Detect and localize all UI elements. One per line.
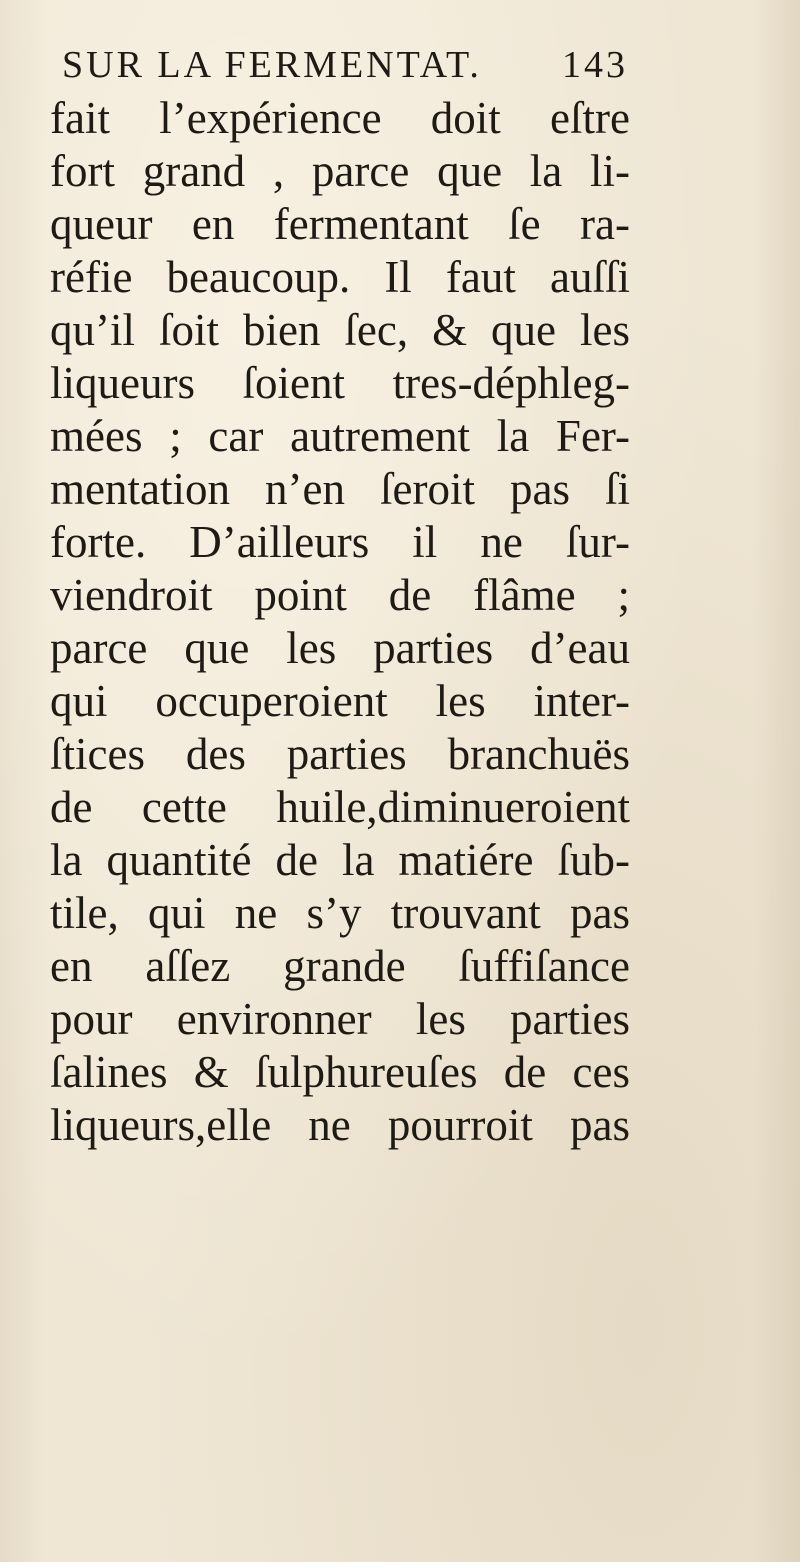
text-line: de cette huile,diminueroient [50,782,630,832]
text-line: qui occuperoient les inter- [50,676,630,726]
text-line: ſtices des parties branchuës [50,729,630,779]
text-line: en aſſez grande ſuffiſance [50,941,630,991]
text-line: ſalines & ſulphureuſes de ces [50,1047,630,1097]
text-line: liqueurs,elle ne pourroit pas [50,1100,630,1150]
text-line: mentation n’en ſeroit pas ſi [50,464,630,514]
text-line: parce que les parties d’eau [50,623,630,673]
page-header [62,40,712,90]
text-line: réfie beaucoup. Il faut auſſi [50,252,630,302]
text-line: qu’il ſoit bien ſec, & que les [50,305,630,355]
text-line: tile, qui ne s’y trouvant pas [50,888,630,938]
text-line: queur en fermentant ſe ra- [50,199,630,249]
text-line: mées ; car autrement la Fer- [50,411,630,461]
text-line: liqueurs ſoient tres-déphleg- [50,358,630,408]
text-line: forte. D’ailleurs il ne ſur- [50,517,630,567]
text-line: la quantité de la matiére ſub- [50,835,630,885]
body-text [50,92,750,1152]
text-line: fort grand , parce que la li- [50,146,630,196]
page-number: 143 [562,44,628,86]
text-line: pour environner les parties [50,994,630,1044]
running-title: SUR LA FERMENTAT. [62,44,482,86]
text-line: fait l’expérience doit eſtre [50,93,630,143]
text-line: viendroit point de flâme ; [50,570,630,620]
